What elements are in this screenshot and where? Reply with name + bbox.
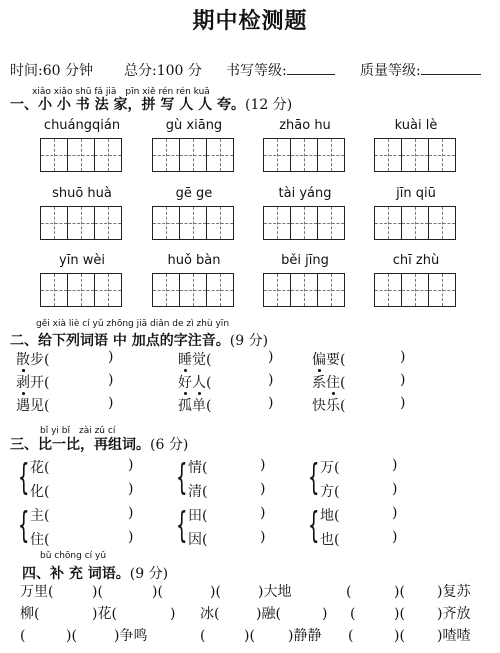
- word-answer-blank[interactable]: [60, 481, 128, 499]
- sec1-score: (12 分): [245, 97, 293, 113]
- writing-cell[interactable]: [317, 206, 345, 240]
- word-answer-blank[interactable]: [218, 457, 260, 475]
- dotted-char: 遇: [16, 395, 30, 415]
- grid-pinyin: gē ge: [175, 186, 213, 201]
- grid-pinyin: zhāo hu: [279, 118, 331, 133]
- word-answer-blank[interactable]: [60, 529, 128, 547]
- writing-cell[interactable]: [179, 206, 207, 240]
- word-answer-blank[interactable]: [218, 481, 260, 499]
- writing-cell[interactable]: [40, 206, 68, 240]
- writing-cell[interactable]: [263, 138, 291, 172]
- writing-cell[interactable]: [179, 273, 207, 307]
- close-paren: ): [392, 529, 398, 545]
- brace-icon: {: [308, 457, 320, 498]
- pinyin-answer-blank[interactable]: [226, 349, 268, 367]
- word-answer-blank[interactable]: [60, 505, 128, 523]
- idiom-segment: )花(: [92, 606, 117, 622]
- time-info: 时间:60 分钟: [10, 63, 93, 79]
- close-paren: ): [108, 372, 114, 388]
- char: 步: [30, 352, 44, 368]
- writing-grid: [40, 273, 120, 307]
- grid-pinyin: jīn qiū: [396, 186, 436, 201]
- idiom-segment: )(: [92, 584, 103, 600]
- writing-cell[interactable]: [290, 206, 318, 240]
- annotate-item: [178, 349, 211, 369]
- sec3-heading-text: 三、比一比，再组词。: [10, 437, 150, 453]
- annotate-item: [312, 372, 345, 392]
- char: 觉: [192, 352, 206, 368]
- writing-cell[interactable]: [401, 206, 429, 240]
- compare-word: 住(: [30, 532, 50, 548]
- writing-grid: [263, 206, 343, 240]
- close-paren: ): [108, 395, 114, 411]
- writing-grid: [40, 206, 120, 240]
- close-paren: ): [128, 529, 134, 545]
- writing-cell[interactable]: [401, 273, 429, 307]
- idiom-segment: )大地: [258, 584, 292, 600]
- writing-grid: [152, 273, 232, 307]
- writing-cell[interactable]: [40, 273, 68, 307]
- grid-pinyin: gù xiāng: [165, 118, 223, 133]
- quality-grade-blank[interactable]: [421, 60, 481, 75]
- writing-cell[interactable]: [67, 206, 95, 240]
- writing-grid: [374, 273, 454, 307]
- pinyin-answer-blank[interactable]: [64, 395, 108, 413]
- writing-cell[interactable]: [67, 273, 95, 307]
- idiom-segment: )(: [152, 584, 163, 600]
- word-answer-blank[interactable]: [350, 529, 392, 547]
- char: (: [206, 398, 212, 414]
- writing-cell[interactable]: [152, 206, 180, 240]
- char: 要: [326, 352, 340, 368]
- word-answer-blank[interactable]: [218, 529, 260, 547]
- idiom-segment: )(: [394, 606, 405, 622]
- writing-cell[interactable]: [206, 273, 234, 307]
- grid-pinyin: kuài lè: [394, 118, 438, 133]
- sec2-pinyin: gěi xià liè cí yǔ zhōng jiā diǎn de zì zhù yīn: [36, 319, 230, 329]
- writing-grid: [40, 138, 120, 172]
- pinyin-answer-blank[interactable]: [226, 395, 268, 413]
- brace-icon: {: [18, 505, 30, 546]
- close-paren: ): [400, 372, 406, 388]
- char: (: [340, 352, 346, 368]
- dotted-char: 剥: [16, 372, 30, 392]
- pinyin-answer-blank[interactable]: [360, 372, 400, 390]
- idiom-segment: )静静: [288, 628, 322, 644]
- close-paren: ): [260, 457, 266, 473]
- grid-pinyin: shuō huà: [52, 186, 112, 201]
- char: 住: [326, 375, 340, 391]
- sec2-heading-text: 二、给下列词语 中 加点的字注音。: [10, 333, 230, 349]
- writing-cell[interactable]: [317, 273, 345, 307]
- compare-word: 田(: [188, 508, 208, 524]
- writing-cell[interactable]: [206, 206, 234, 240]
- writing-cell[interactable]: [179, 138, 207, 172]
- writing-cell[interactable]: [94, 206, 122, 240]
- word-answer-blank[interactable]: [350, 505, 392, 523]
- idiom-segment: )复苏: [437, 584, 471, 600]
- char: (: [44, 398, 50, 414]
- close-paren: ): [108, 349, 114, 365]
- writing-cell[interactable]: [152, 273, 180, 307]
- idiom-segment: 冰(: [200, 606, 220, 622]
- writing-cell[interactable]: [317, 138, 345, 172]
- word-answer-blank[interactable]: [350, 481, 392, 499]
- dotted-char: 好: [178, 372, 192, 392]
- pinyin-answer-blank[interactable]: [226, 372, 268, 390]
- writing-cell[interactable]: [94, 273, 122, 307]
- close-paren: ): [128, 505, 134, 521]
- char: 孤: [178, 398, 192, 414]
- writing-cell[interactable]: [94, 138, 122, 172]
- quality-grade: [360, 60, 481, 80]
- close-paren: ): [392, 481, 398, 497]
- annotate-item: [178, 372, 211, 392]
- quality-grade-label: 质量等级:: [360, 63, 421, 79]
- close-paren: ): [128, 457, 134, 473]
- char: (: [206, 375, 212, 391]
- writing-grid: [263, 273, 343, 307]
- writing-grid: [152, 138, 232, 172]
- char: 快: [312, 398, 326, 414]
- idiom-segment: (: [200, 628, 206, 644]
- idiom-segment: ): [322, 606, 328, 622]
- close-paren: ): [392, 457, 398, 473]
- writing-grid: [374, 206, 454, 240]
- close-paren: ): [268, 395, 274, 411]
- annotate-item: [312, 349, 345, 369]
- char: (: [340, 375, 346, 391]
- grid-pinyin: huǒ bàn: [167, 253, 221, 268]
- compare-word: 主(: [30, 508, 50, 524]
- idiom-segment: )(: [394, 584, 405, 600]
- idiom-segment: )齐放: [437, 606, 471, 622]
- compare-word: 因(: [188, 532, 208, 548]
- writing-grade-label: 书写等级:: [226, 63, 287, 79]
- writing-grade-blank[interactable]: [287, 60, 335, 75]
- annotate-item: [16, 349, 49, 369]
- sec3-score: (6 分): [150, 437, 189, 453]
- writing-cell[interactable]: [401, 138, 429, 172]
- char: (: [206, 352, 212, 368]
- compare-word: 情(: [188, 460, 208, 476]
- brace-icon: {: [18, 457, 30, 498]
- dotted-char: 单: [192, 395, 206, 415]
- compare-word: 花(: [30, 460, 50, 476]
- writing-cell[interactable]: [40, 138, 68, 172]
- idiom-segment: )(: [394, 628, 405, 644]
- writing-grid: [263, 138, 343, 172]
- grid-pinyin: yīn wèi: [59, 253, 105, 268]
- pinyin-answer-blank[interactable]: [360, 349, 400, 367]
- writing-cell[interactable]: [374, 273, 402, 307]
- grid-pinyin: chuángqián: [43, 118, 121, 133]
- sec3-heading: [10, 434, 188, 454]
- writing-cell[interactable]: [374, 138, 402, 172]
- compare-word: 方(: [320, 484, 340, 500]
- score-info: 总分:100 分: [124, 63, 202, 79]
- idiom-segment: )(: [210, 584, 221, 600]
- close-paren: ): [260, 481, 266, 497]
- pinyin-answer-blank[interactable]: [360, 395, 400, 413]
- idiom-segment: (: [20, 628, 26, 644]
- sec2-heading: [10, 330, 268, 350]
- brace-icon: {: [308, 505, 320, 546]
- brace-icon: {: [176, 505, 188, 546]
- idiom-segment: )(: [66, 628, 77, 644]
- compare-word: 化(: [30, 484, 50, 500]
- idiom-segment: (: [348, 628, 354, 644]
- writing-cell[interactable]: [263, 206, 291, 240]
- close-paren: ): [260, 529, 266, 545]
- sec1-pinyin: xiǎo xiǎo shū fǎ jiā pīn xiě rén rén kuā: [32, 87, 210, 97]
- close-paren: ): [400, 349, 406, 365]
- word-answer-blank[interactable]: [350, 457, 392, 475]
- writing-cell[interactable]: [428, 138, 456, 172]
- sec4-score: (9 分): [129, 566, 169, 582]
- annotate-item: [16, 372, 49, 392]
- writing-cell[interactable]: [152, 138, 180, 172]
- close-paren: ): [400, 395, 406, 411]
- writing-cell[interactable]: [263, 273, 291, 307]
- char: (: [340, 398, 346, 414]
- char: 见: [30, 398, 44, 414]
- writing-cell[interactable]: [290, 273, 318, 307]
- pinyin-answer-blank[interactable]: [64, 372, 108, 390]
- word-answer-blank[interactable]: [218, 505, 260, 523]
- writing-grid: [152, 206, 232, 240]
- dotted-char: 偏: [312, 349, 326, 369]
- close-paren: ): [268, 372, 274, 388]
- char: (: [44, 375, 50, 391]
- grid-pinyin: tài yáng: [278, 186, 332, 201]
- sec4-pinyin: bǔ chōng cí yǔ: [40, 551, 107, 561]
- writing-cell[interactable]: [67, 138, 95, 172]
- idiom-segment: 柳(: [20, 606, 40, 622]
- dotted-char: 乐: [326, 395, 340, 415]
- grid-pinyin: chī zhù: [392, 253, 440, 268]
- close-paren: ): [260, 505, 266, 521]
- word-answer-blank[interactable]: [60, 457, 128, 475]
- sec4-heading-text: 四、补 充 词语。: [22, 566, 130, 582]
- idiom-segment: (: [350, 606, 356, 622]
- sec3-pinyin: bǐ yi bǐ zài zǔ cí: [40, 426, 116, 436]
- writing-grid: [374, 138, 454, 172]
- close-paren: ): [392, 505, 398, 521]
- char: 人: [192, 375, 206, 391]
- idiom-segment: (: [346, 584, 352, 600]
- dotted-char: 散: [16, 349, 30, 369]
- sec1-heading-text: 一、小 小 书 法 家，拼 写 人 人 夸。: [10, 97, 245, 113]
- idiom-segment: )争鸣: [114, 628, 148, 644]
- idiom-segment: )(: [244, 628, 255, 644]
- writing-cell[interactable]: [428, 273, 456, 307]
- annotate-item: [178, 395, 211, 415]
- compare-word: 清(: [188, 484, 208, 500]
- dotted-char: 睡: [178, 349, 192, 369]
- writing-cell[interactable]: [206, 138, 234, 172]
- writing-cell[interactable]: [428, 206, 456, 240]
- annotate-item: [16, 395, 49, 415]
- writing-cell[interactable]: [290, 138, 318, 172]
- close-paren: ): [268, 349, 274, 365]
- annotate-item: [312, 395, 345, 415]
- page-title: 期中检测题: [192, 8, 308, 34]
- compare-word: 地(: [320, 508, 340, 524]
- idiom-segment: ): [170, 606, 176, 622]
- close-paren: ): [128, 481, 134, 497]
- dotted-char: 系: [312, 372, 326, 392]
- grid-pinyin: běi jīng: [281, 253, 329, 268]
- writing-cell[interactable]: [374, 206, 402, 240]
- brace-icon: {: [176, 457, 188, 498]
- sec1-heading: [10, 94, 292, 114]
- compare-word: 万(: [320, 460, 340, 476]
- compare-word: 也(: [320, 532, 340, 548]
- idiom-segment: )融(: [256, 606, 281, 622]
- idiom-segment: 万里(: [20, 584, 54, 600]
- char: 开: [30, 375, 44, 391]
- idiom-segment: )喳喳: [437, 628, 471, 644]
- sec2-score: (9 分): [229, 333, 269, 349]
- writing-grade: [226, 60, 335, 80]
- pinyin-answer-blank[interactable]: [64, 349, 108, 367]
- char: (: [44, 352, 50, 368]
